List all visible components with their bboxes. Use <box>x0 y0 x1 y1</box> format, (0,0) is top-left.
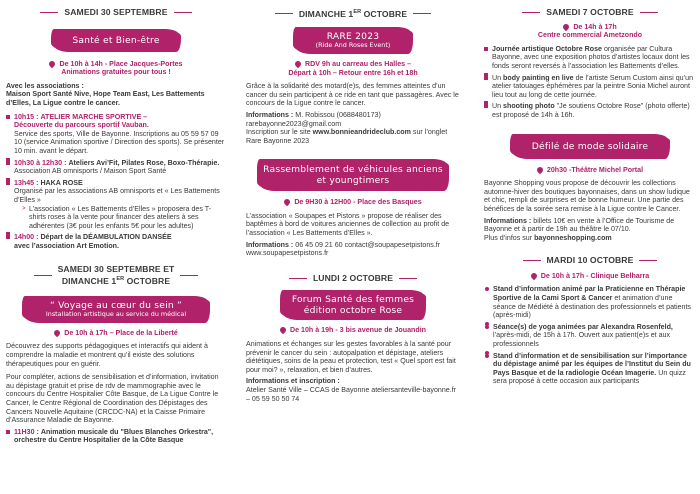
day-heading: SAMEDI 30 SEPTEMBRE <box>6 8 226 17</box>
event-time: 20h30 -Théâtre Michel Portal <box>484 166 696 175</box>
event-banner <box>295 27 411 54</box>
list-item: 10h15 : ATELIER MARCHE SPORTIVE – Découverte du parcours sportif Vauban. Service des sports, Ville de Bayonne. Inscriptions au 05 59 57 09 10 (service Animation sportive / Direction des sports). Se présenter 10 min. avant le départ. <box>6 113 226 156</box>
event-description: L’association « Soupapes et Pistons » propose de réaliser des baptêmes à bord de voitures anciennes de collection au profit de l’association « Les Battements d’Elles ». <box>246 211 450 238</box>
event-banner <box>512 134 668 159</box>
event-banner <box>259 159 447 191</box>
day-heading: SAMEDI 7 OCTOBRE <box>484 8 696 17</box>
banner-title: Rassemblement de véhicules anciens et youngtimers <box>263 164 443 187</box>
list-item: Journée artistique Octobre Rose organisée par Cultura Bayonne, avec une exposition photos d’artistes locaux dont les fonds seront reversés à l’association les Battements d’elles. <box>484 45 696 71</box>
assoc-intro: Avec les associations : <box>6 81 84 90</box>
banner-title: Santé et Bien-être <box>72 34 160 46</box>
event-time: De 10h à 14h - Place Jacques-Portes <box>6 60 226 69</box>
event-info: Informations : M. Robissou (0688480173) rarebayonne2023@gmail.com <box>246 110 381 128</box>
list-item: Stand d’information animé par la Praticienne en Thérapie Sportive de la Cami Sport & Cancer et animation d’une séance de Médiété à destination des professionnels et patients (après-midi) <box>484 285 696 319</box>
location-pin-icon <box>536 165 544 173</box>
banner-subtitle: (Ride And Roses Event) <box>315 41 391 50</box>
event-info: Informations : billets 10€ en vente à l’Office de Tourisme de Bayonne et à partir de 19h au théâtre le 07/10. <box>484 216 675 234</box>
event-free-note: Animations gratuites pour tous ! <box>61 68 171 77</box>
event-time: De 9H30 à 12H00 - Place des Basques <box>246 198 460 207</box>
banner-title: Forum Santé des femmes <box>291 294 415 306</box>
column-1 <box>6 0 226 445</box>
location-pin-icon <box>530 272 538 280</box>
location-pin-icon <box>53 329 61 337</box>
activity-list <box>6 113 226 251</box>
event-time-2: Départ à 10h – Retour entre 16h et 18h <box>288 68 418 77</box>
event-description: Pour compléter, actions de sensibilisation et d’information, invitation au dépistage gratuit et prise de rdv de mammographie avec le concours du Centre Hospitalier Côte Basque, de La Ligue Contre le Cancer, le Centre Régional de Coordination des Dépistages des Cancers Nouvelle Aquitaine (CRCDC-NA) et la Caisse Primaire d’Assurance Maladie de Bayonne. <box>6 373 219 425</box>
event-description: Grâce à la solidarité des motard(e)s, des femmes atteintes d’un cancer du sein participent à ce ride en tant que passagères. Avec le concours de la Ligue contre le cancer. <box>246 82 459 108</box>
assoc-list: Maison Sport Santé Nive, Hope Team East, Les Battements d’Elles, La Ligue contre le cancer. <box>6 90 205 107</box>
column-2 <box>246 0 460 403</box>
sub-item: > L’association « Les Battements d’Elles » proposera des T-shirts roses à la vente pour financer des ateliers à ses adhérentes (3€ pour les enfants 5€ pour les adultes) <box>22 205 226 231</box>
event-place: Centre commercial Ametzondo <box>537 31 643 40</box>
list-item: 13h45 : HAKA ROSE Organisé par les associations AB omnisports et « Les Battements d’Elles » > L’association « Les Battements d’Elles » proposera des T-shirts roses à la vente pour financer des ateliers à ses adhérentes (3€ pour les enfants 5€ pour les adultes) <box>6 179 226 231</box>
list-item: Stand d’information et de sensibilisation sur l’importance du dépistage animé par les équipes de l’Institut du Sein du Pays Basque et de la radiologie Océan Imagerie. Un quizz sera proposé à cette occasion aux participants <box>484 352 696 386</box>
event-time: De 14h à 17h <box>484 23 696 32</box>
activity-list <box>484 285 696 386</box>
event-banner <box>24 296 208 323</box>
day-heading: MARDI 10 OCTOBRE <box>484 256 696 265</box>
column-3 <box>484 0 696 386</box>
event-time: De 10h à 17h – Place de la Liberté <box>6 329 226 338</box>
event-info: Atelier Santé Ville – CCAS de Bayonne ateliersanteville-bayonne.fr – 05 59 50 50 74 <box>246 386 457 403</box>
activity-list <box>484 45 696 120</box>
event-link: Plus d’infos sur bayonneshopping.com <box>484 233 612 242</box>
banner-subtitle: Installation artistique au service du médical <box>45 310 187 319</box>
event-banner <box>282 290 424 320</box>
website-link[interactable]: bayonneshopping.com <box>534 233 612 242</box>
list-item: 14h00 : Départ de la DÉAMBULATION DANSÉE avec l’association Art Emotion. <box>6 233 226 250</box>
activity-list <box>6 428 226 445</box>
event-info-label: Informations et inscription : <box>246 377 340 386</box>
event-time: De 10h à 17h - Clinique Belharra <box>484 272 696 281</box>
list-item: 10h30 à 12h30 : Ateliers Avi’Fit, Pilates Rose, Boxo-Thérapie. Association AB omnisports / Maison Sport Santé <box>6 159 226 176</box>
event-description: Bayonne Shopping vous propose de découvrir les collections automne-hiver des boutiques bayonnaises, dans un show ludique et chic, rempli de surprises et de bonne humeur. Une partie des bénéfices de la soirée sera remise à la Ligue contre le Cancer. <box>484 179 690 213</box>
location-pin-icon <box>294 60 302 68</box>
location-pin-icon <box>48 59 56 67</box>
list-item: Un shooting photo "Je soutiens Octobre Rose" (photo offerte) est proposé de 14h à 16h. <box>484 102 696 119</box>
banner-title: Défilé de mode solidaire <box>531 140 649 152</box>
event-description: Animations et échanges sur les gestes favorables à la santé pour prévenir le cancer du sein : autopalpation et dépistage, ateliers diététiques, soins de la peau et protection, test « Quel sport est fait pour moi? », relaxation, et bien d’autres. <box>246 340 456 374</box>
list-item: Séance(s) de yoga animées par Alexandra Rosenfeld, l’après-midi, de 15h à 17h. Ouvert aux patient(e)s et aux professionnels <box>484 323 696 349</box>
location-pin-icon <box>562 22 570 30</box>
day-heading: SAMEDI 30 SEPTEMBRE ET DIMANCHE 1ER OCTOBRE <box>6 264 226 286</box>
banner-title: RARE 2023 <box>326 31 380 43</box>
event-info: Informations : 06 45 09 21 60 contact@soupapesetpistons.fr www.soupapesetpistons.fr <box>246 240 441 258</box>
event-signup: Inscription sur le site www.bonnieandrideclub.com sur l’onglet Rare Bayonne 2023 <box>246 128 448 145</box>
day-heading: LUNDI 2 OCTOBRE <box>246 274 460 283</box>
banner-title-2: édition octobre Rose <box>303 305 403 317</box>
list-item: Un body painting en live de l’artiste Serum Custom ainsi qu’un atelier tatouages éphémères par la peintre Sonia Michel auront lieu tout au long de cette journée. <box>484 74 696 100</box>
event-time: De 10h à 19h - 3 bis avenue de Jouandin <box>246 326 460 335</box>
event-time: RDV 9h au carreau des Halles – <box>246 60 460 69</box>
day-heading: DIMANCHE 1ER OCTOBRE <box>246 8 460 18</box>
list-item: 11H30 : Animation musicale du "Blues Blanches Orkestra", orchestre du Centre Hospitalier de la Côte Basque <box>6 428 226 445</box>
event-banner <box>53 29 179 52</box>
location-pin-icon <box>283 198 291 206</box>
location-pin-icon <box>279 326 287 334</box>
event-description: Découvrez des supports pédagogiques et interactifs qui aident à comprendre la maladie et montrent qu’il existe des solutions thérapeutiques pour en guérir. <box>6 342 208 368</box>
banner-title: “ Voyage au cœur du sein ” <box>50 300 182 312</box>
